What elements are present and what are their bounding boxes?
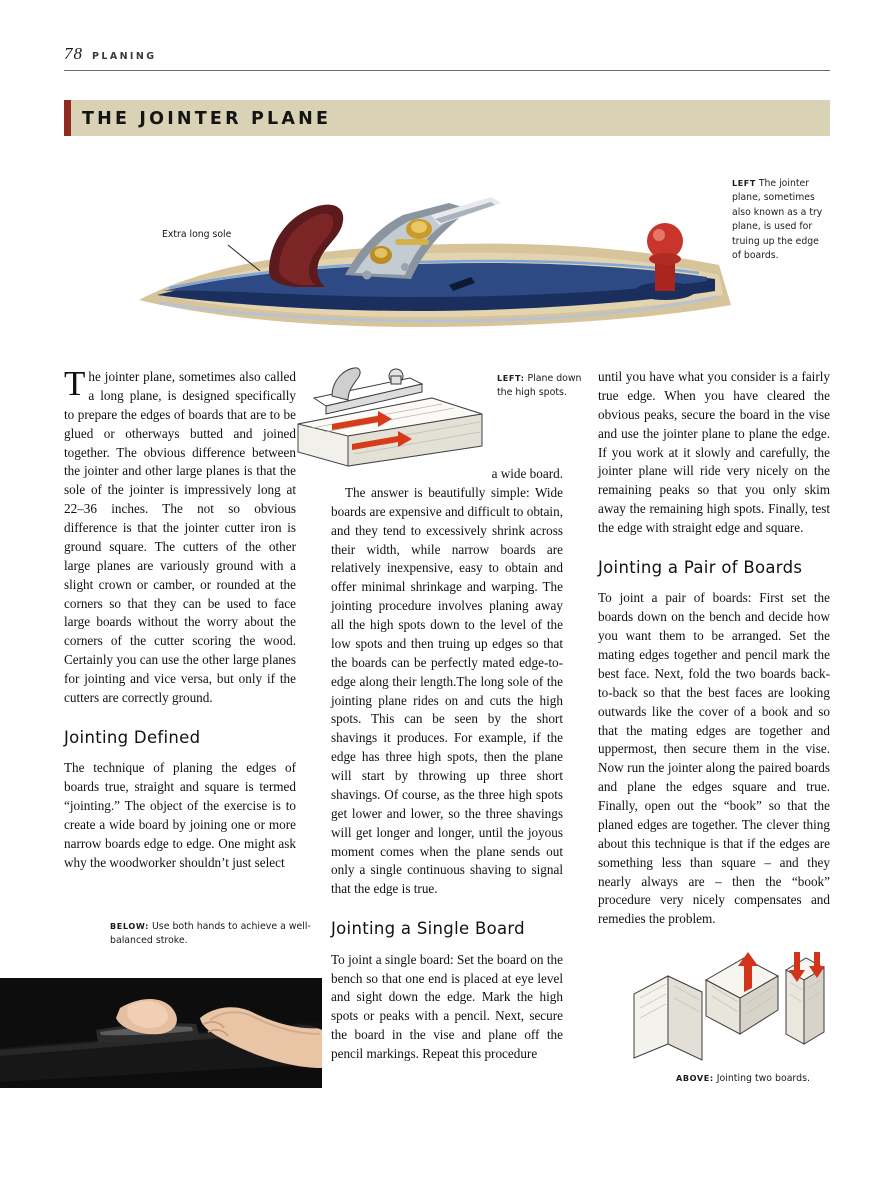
section-heading-jointing-pair-of-boards: Jointing a Pair of Boards [598,557,803,577]
figure-caption-lead: ABOVE: [676,1073,714,1083]
figure-caption-high-spots [497,372,583,400]
figure-caption-text: Use both hands to achieve a well-balanced stroke. [110,921,311,947]
page-title: THE JOINTER PLANE [82,109,332,129]
figure-caption-hands [110,920,322,948]
body-paragraph: To joint a pair of boards: First set the boards down on the bench and decide how you want them to be arranged. Set the mating edges together and pencil mark the best face. Next, fold the two boards back-to-back so that the best faces are looking outwards like the cover of a book and so that the mating edges are together and uppermost, then secure them in the vise. Now run the jointer along the paired boards and plane the edges square and true. Finally, open out the “book” so that the planed edges are together. The clever thing about this technique is that if the edges are something less than square – and they nearly always are – then the “book” procedure very nicely compensates and remedies the problem. [598,590,830,927]
hero-figure [64,145,830,350]
figure-caption-lead: BELOW: [110,921,149,931]
page-header [64,44,830,64]
header-rule [64,70,830,71]
hero-caption [732,177,830,263]
page-number: 78 [64,44,83,63]
section-heading-jointing-defined: Jointing Defined [64,727,201,747]
body-paragraph: To joint a single board: Set the board on the bench so that one end is placed at eye level and sight down the edge. Mark the high spots or peaks with a pencil. Next, secure the board in the vise and plane off the pencil markings. Repeat this procedure [331,951,563,1062]
column-one [64,364,296,873]
column-two [331,465,563,1064]
hero-caption-lead: LEFT [732,179,756,188]
drop-cap: T [64,364,86,403]
figure-caption-text: Jointing two boards. [713,1073,810,1084]
body-paragraph: The technique of planing the edges of boards true, straight and square is termed “jointing.” The object of the exercise is to create a wide board by joining one or more narrow boards edge to edge. One might ask why the woodworker shouldn’t just select [64,760,296,870]
body-paragraph [64,364,296,708]
running-head: PLANING [92,51,157,62]
title-accent-bar [64,100,71,136]
figure-plane-high-spots [292,362,487,470]
chapter-title-band [64,100,830,136]
callout-leader-line [226,243,282,275]
callout-label-extra-long-sole: Extra long sole [162,229,232,240]
body-paragraph-fragment: a wide board. [491,466,563,481]
figure-jointing-two-boards [628,948,828,1066]
body-paragraph: until you have what you consider is a fairly true edge. When you have cleared the obvious peaks, secure the board in the vise and use the jointer plane to plane the edge. If you work at it slowly and carefully, the jointer plane will ride very nicely on the remaining peaks so that you only skim away the remaining high spots. Finally, test the edge with straight edge and square. [598,369,830,535]
section-heading-jointing-single-board: Jointing a Single Board [331,919,525,939]
body-paragraph: The answer is beautifully simple: Wide boards are expensive and difficult to obtain, and they tend to excessively shrink across their width, while narrow boards are relatively inexpensive, easy to obtain and offer minimal shrinkage and warping. The jointing procedure involves planing away all the high spots down to the level of the low spots and then truing up edges so that the boards can be perfectly mated edge-to-edge along their length.The long sole of the jointing plane rides on and cuts the high spots. This can be seen by the short shavings it produces. For example, if the edge has three high spots, then the plane will start by throwing up three short shavings. Of course, as the three high spots get lower and lower, so the three shavings will get longer and longer, until the joyous moment comes when the plane sends out only a single continuous shaving to signal that the edge is true. [331,484,563,897]
column-three [598,368,830,929]
figure-caption-text: Plane down the high spots. [497,373,582,399]
hero-caption-text: The jointer plane, sometimes also known as a try plane, is used for truing up the edge of boards. [732,178,823,262]
jointer-plane-illustration [119,145,739,340]
paragraph-text: he jointer plane, sometimes also called a long plane, is designed specifically to prepare the edges of boards that are to be glued or otherways butted and joined together. The obvious difference between the jointer and other large planes is that the sole of the jointer is impressively long at 22–36 inches. The not so obvious difference is that the jointer cutter iron is ground square. The cutters of the other large planes are variously ground with a slight crown or camber, or rounded at the corners so that they can be used to face large boards without the worry about the corners of the cutter scoring the wood. Certainly you can use the other large planes for jointing and vice versa, but only if the cutters are correctly ground. [64,369,296,705]
figure-caption-two-boards [648,1072,838,1086]
figure-caption-lead: LEFT: [497,373,525,383]
figure-hands-photo [0,978,322,1088]
